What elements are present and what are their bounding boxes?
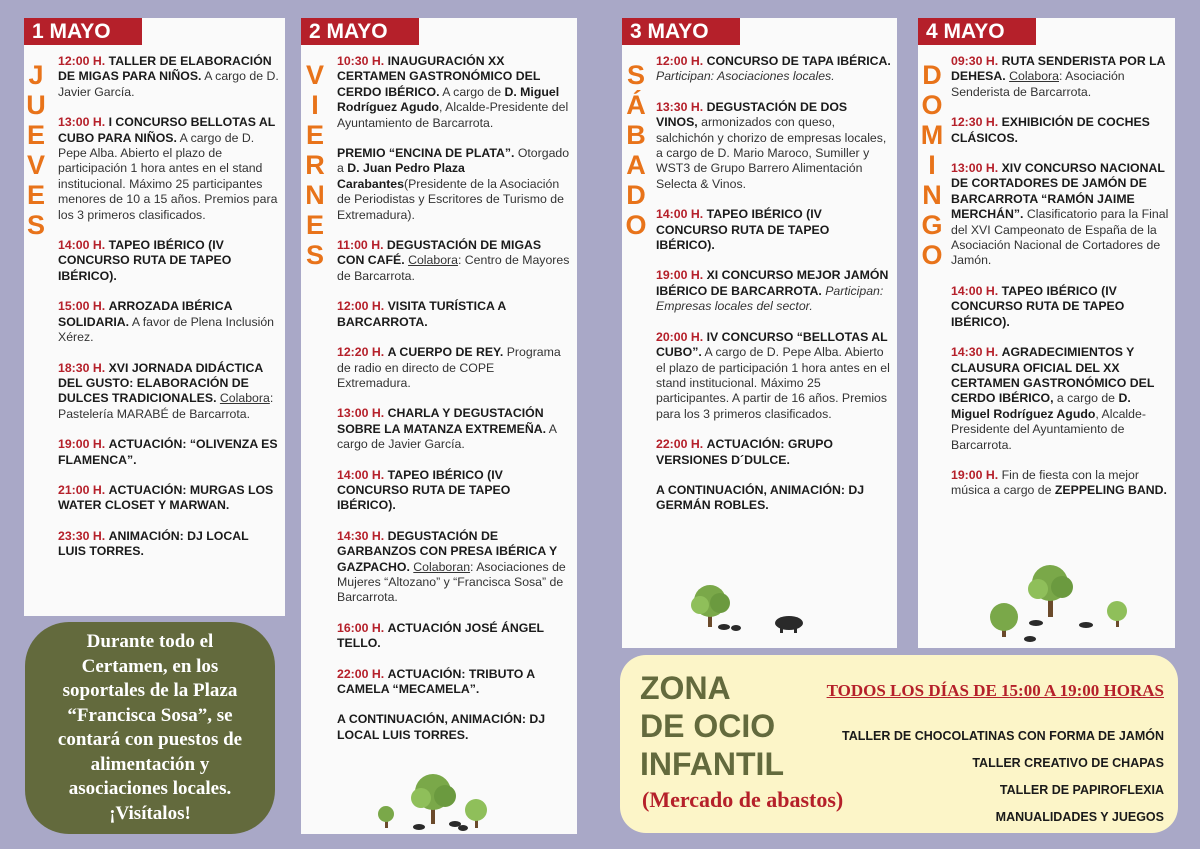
event-title: I CONCURSO BELLOTAS AL CUBO PARA NIÑOS. — [58, 115, 276, 145]
event-item — [337, 299, 571, 330]
kids-zone-title — [640, 669, 784, 783]
weekday-letter: V — [26, 150, 45, 180]
event-time: 12:00 H. — [656, 54, 704, 68]
event-item — [337, 667, 571, 698]
event-title: ACTUACIÓN JOSÉ ÁNGEL TELLO. — [337, 620, 544, 651]
event-time: 14:30 H. — [951, 345, 999, 360]
event-title: ACTUACIÓN: MURGAS LOS WATER CLOSET Y MARWAN. — [58, 482, 274, 513]
event-title: DEGUSTACIÓN DE DOS VINOS, — [656, 99, 848, 130]
event-time: 12:00 H. — [58, 54, 106, 68]
kids-zone-title-line: DE OCIO — [640, 708, 776, 744]
event-item — [656, 330, 891, 422]
event-item — [656, 100, 891, 192]
event-item — [337, 345, 571, 391]
notice-line: Durante todo el — [86, 631, 214, 652]
event-item — [58, 361, 279, 423]
notice-line: “Francisca Sosa”, se — [67, 704, 233, 726]
event-title: TAPEO IBÉRICO (IV CONCURSO RUTA DE TAPEO IBÉRICO). — [656, 207, 830, 253]
event-item — [58, 299, 279, 345]
event-list — [656, 54, 891, 529]
kids-zone-activity: TALLER CREATIVO DE CHAPAS — [972, 756, 1164, 770]
event-title: TALLER DE ELABORACIÓN DE MIGAS PARA NIÑOS. — [58, 54, 272, 84]
event-title: INAUGURACIÓN XX CERTAMEN GASTRONÓMICO DEL CERDO IBÉRICO. — [337, 54, 541, 99]
event-list — [337, 54, 571, 758]
event-description: A cargo de D. Pepe Alba. Abierto el plazo de participación 1 hora antes en el stand institucional. Máximo 25 participantes menores de 10 a 15 años. Premios para los 3 primeros clasificados. — [58, 130, 278, 222]
weekday-letters — [920, 60, 944, 270]
event-item — [337, 54, 571, 131]
event-person: D. Juan Pedro Plaza Carabantes — [337, 161, 465, 191]
event-title: CHARLA Y DEGUSTACIÓN SOBRE LA MATANZA EXTREMEÑA. — [337, 406, 547, 436]
notice-line: Certamen, en los — [81, 655, 219, 677]
kids-zone-activities — [842, 723, 1164, 831]
event-title: ACTUACIÓN: TRIBUTO A CAMELA “MECAMELA”. — [337, 666, 535, 696]
event-description: a cargo de — [1056, 391, 1116, 406]
event-title: PREMIO “ENCINA DE PLATA”. — [337, 146, 515, 161]
event-description: A cargo de Javier García. — [337, 421, 557, 452]
weekday-letter: S — [305, 240, 324, 270]
weekday-letter: V — [305, 60, 324, 90]
event-time: 20:00 H. — [656, 329, 704, 344]
event-item — [951, 54, 1169, 100]
weekday-letter: A — [626, 150, 646, 180]
weekday-letter: E — [26, 120, 45, 150]
weekday-letter: D — [922, 60, 942, 90]
event-collaborator-label: Colabora — [219, 391, 270, 406]
event-time: 21:00 H. — [58, 482, 106, 497]
weekday-letter: S — [626, 60, 645, 90]
event-time: 16:00 H. — [337, 620, 385, 635]
weekday-letter: E — [305, 210, 324, 240]
event-item — [656, 437, 891, 468]
event-title: DEGUSTACIÓN DE GARBANZOS CON PRESA IBÉRICA Y GAZPACHO. — [337, 528, 558, 574]
event-title: VISITA TURÍSTICA A BARCARROTA. — [337, 299, 506, 329]
weekday-letter: N — [922, 180, 942, 210]
notice-line: ¡Visítalos! — [109, 802, 191, 824]
event-title: EXHIBICIÓN DE COCHES CLÁSICOS. — [951, 115, 1150, 145]
notice-line: soportales de la Plaza — [62, 680, 238, 701]
weekday-letter: G — [921, 210, 943, 240]
event-title: IV CONCURSO “BELLOTAS AL CUBO”. — [656, 329, 888, 360]
kids-zone-activity: TALLER DE CHOCOLATINAS CON FORMA DE JAMÓN — [842, 729, 1164, 743]
event-description: A cargo de D. Pepe Alba. Abierto el plazo de participación 1 hora antes en el stand institucional. Máximo 25 participantes. A partir de 16 años. Premios para los 3 primeros clasificados. — [656, 345, 890, 421]
event-person: D. Miguel Rodríguez Agudo — [951, 391, 1131, 421]
event-item — [337, 712, 571, 743]
event-time: 13:00 H. — [58, 115, 106, 130]
notice-line: asociaciones locales. — [68, 778, 232, 799]
event-description: Clasificatorio para la Final del XVI Campeonato de España de la Asociación Nacional de Cortadores de Jamón. — [951, 207, 1169, 268]
notice-line: alimentación y — [90, 753, 210, 775]
event-title: XVI JORNADA DIDÁCTICA DEL GUSTO: ELABORACIÓN DE DULCES TRADICIONALES. — [58, 360, 263, 406]
weekday-letter: O — [921, 240, 943, 270]
kids-zone-title-line: INFANTIL — [640, 746, 784, 782]
event-person: ZEPPELING BAND. — [1054, 483, 1167, 498]
day-column-4-mayo — [918, 18, 1175, 648]
weekday-letter: J — [28, 60, 44, 90]
kids-zone-schedule: TODOS LOS DÍAS DE 15:00 A 19:00 HORAS — [826, 681, 1164, 700]
event-time: 19:00 H. — [951, 467, 999, 482]
event-description: : Centro de Mayores de Barcarrota. — [337, 253, 570, 283]
day-header: 1 MAYO — [24, 18, 142, 45]
event-item — [951, 345, 1169, 453]
event-item — [337, 146, 571, 223]
event-item — [58, 437, 279, 468]
event-item — [951, 284, 1169, 330]
market-stalls-notice — [25, 622, 275, 834]
event-item — [337, 238, 571, 284]
event-title: CONCURSO DE TAPA IBÉRICA. — [706, 54, 891, 68]
weekday-letter: E — [26, 180, 45, 210]
event-item — [337, 529, 571, 606]
event-item — [951, 115, 1169, 146]
weekday-letter: Á — [626, 90, 646, 120]
event-description: Otorgado a — [337, 146, 570, 176]
weekday-letter: U — [26, 90, 46, 120]
weekday-letter: O — [625, 210, 647, 240]
event-item — [656, 268, 891, 314]
event-item — [337, 621, 571, 652]
tree-pig-illustration — [684, 583, 844, 635]
event-time: 23:30 H. — [58, 528, 106, 543]
event-item — [951, 468, 1169, 499]
event-item — [337, 406, 571, 452]
event-time: 19:00 H. — [656, 268, 704, 283]
event-item — [58, 483, 279, 514]
kids-zone-title-line: ZONA — [640, 670, 731, 706]
event-title: ACTUACIÓN: GRUPO VERSIONES D´DULCE. — [656, 437, 833, 467]
weekday-letter: E — [305, 120, 324, 150]
event-description: Programa de radio en directo de COPE Extremadura. — [337, 345, 561, 390]
event-time: 11:00 H. — [337, 238, 384, 253]
event-item — [58, 238, 279, 284]
event-time: 10:30 H. — [337, 54, 385, 68]
day-header: 3 MAYO — [622, 18, 740, 45]
event-time: 14:00 H. — [58, 238, 106, 253]
event-time: 13:00 H. — [337, 406, 385, 421]
day-column-1-mayo — [24, 18, 285, 616]
weekday-letter: I — [311, 90, 319, 120]
event-description: A favor de Plena Inclusión Xérez. — [58, 314, 275, 345]
weekday-letter: I — [928, 150, 936, 180]
event-note: Participan: Empresas locales del sector. — [656, 283, 884, 314]
event-item — [337, 468, 571, 514]
notice-line: contará con puestos de — [57, 729, 243, 750]
weekday-letter: M — [920, 120, 944, 150]
weekday-letter: B — [626, 120, 646, 150]
event-description-cont: , Alcalde-Presidente del Ayuntamiento de Barcarrota. — [951, 406, 1146, 452]
event-item — [58, 115, 279, 223]
event-item — [58, 54, 279, 100]
kids-zone-box — [620, 655, 1178, 833]
kids-zone-activity: MANUALIDADES Y JUEGOS — [995, 810, 1164, 824]
event-description: : Asociación Senderista de Barcarrota. — [951, 69, 1125, 99]
weekday-letter: R — [305, 150, 325, 180]
weekday-letter: O — [921, 90, 943, 120]
event-title: TAPEO IBÉRICO (IV CONCURSO RUTA DE TAPEO IBÉRICO). — [337, 467, 511, 513]
event-title: A CONTINUACIÓN, ANIMACIÓN: DJ GERMÁN ROBLES. — [656, 482, 865, 513]
kids-zone-location: (Mercado de abastos) — [642, 787, 844, 812]
event-time: 13:00 H. — [951, 161, 999, 176]
event-description: A cargo de D. Javier García. — [58, 69, 279, 99]
event-description-cont: (Presidente de la Asociación de Periodistas y Escritores de Turismo de Extremadura). — [337, 176, 564, 222]
event-time: 22:00 H. — [337, 666, 385, 681]
event-title: TAPEO IBÉRICO (IV CONCURSO RUTA DE TAPEO IBÉRICO). — [58, 238, 232, 283]
event-description: A cargo de — [442, 84, 502, 99]
event-item — [58, 529, 279, 560]
event-time: 12:20 H. — [337, 345, 385, 360]
event-title: DEGUSTACIÓN DE MIGAS CON CAFÉ. — [337, 238, 542, 268]
event-item — [951, 161, 1169, 269]
event-time: 14:00 H. — [951, 283, 999, 298]
event-title: AGRADECIMIENTOS Y CLAUSURA OFICIAL DEL XX CERTAMEN GASTRONÓMICO DEL CERDO IBÉRICO, — [951, 345, 1155, 406]
event-time: 18:30 H. — [58, 360, 106, 375]
event-description: armonizados con queso, salchichón y chorizo de empresas locales, a cargo de D. Mario Maroco, Sumiller y WST3 de Grupo Barrero Alimentación Selecta & Vinos. — [656, 115, 887, 191]
event-time: 12:00 H. — [337, 299, 385, 314]
event-time: 22:00 H. — [656, 437, 704, 452]
kids-zone-activity: TALLER DE PAPIROFLEXIA — [999, 783, 1164, 797]
event-collaborator-label: Colabora — [1009, 69, 1059, 84]
event-title: XI CONCURSO MEJOR JAMÓN IBÉRICO DE BARCARROTA. — [656, 268, 889, 298]
event-time: 14:00 H. — [656, 207, 704, 222]
day-column-2-mayo — [301, 18, 577, 834]
event-item — [656, 54, 891, 85]
event-description-cont: , Alcalde-Presidente del Ayuntamiento de Barcarrota. — [337, 100, 569, 130]
weekday-letters — [624, 60, 648, 240]
event-list — [58, 54, 279, 575]
event-item — [656, 207, 891, 253]
weekday-letter: S — [26, 210, 45, 240]
event-title: A CUERPO DE REY. — [387, 345, 504, 360]
day-header: 2 MAYO — [301, 18, 419, 45]
event-description: : Pastelería MARABÉ de Barcarrota. — [58, 391, 274, 421]
event-title: TAPEO IBÉRICO (IV CONCURSO RUTA DE TAPEO IBÉRICO). — [951, 283, 1125, 329]
event-time: 19:00 H. — [58, 437, 106, 452]
day-header: 4 MAYO — [918, 18, 1036, 45]
weekday-letter: N — [305, 180, 325, 210]
event-title: XIV CONCURSO NACIONAL DE CORTADORES DE JAMÓN DE BARCARROTA “RAMÓN JAIME MERCHÁN”. — [951, 161, 1165, 222]
event-title: A CONTINUACIÓN, ANIMACIÓN: DJ LOCAL LUIS TORRES. — [337, 712, 546, 742]
event-person: D. Miguel Rodríguez Agudo — [337, 84, 560, 115]
weekday-letters — [303, 60, 327, 270]
event-description: : Asociaciones de Mujeres “Altozano” y “Francisca Sosa” de Barcarrota. — [337, 559, 566, 605]
event-collaborator-label: Colabora — [408, 253, 458, 268]
event-title: ANIMACIÓN: DJ LOCAL LUIS TORRES. — [58, 528, 249, 559]
event-time: 12:30 H. — [951, 115, 999, 130]
event-note: Participan: Asociaciones locales. — [656, 69, 835, 84]
event-collaborator-label: Colaboran — [413, 559, 471, 574]
weekday-letters — [24, 60, 48, 240]
day-column-3-mayo — [622, 18, 897, 648]
event-time: 14:00 H. — [337, 467, 385, 482]
event-description: Fin de fiesta con la mejor música a cargo de — [951, 467, 1139, 498]
tree-pig-illustration — [371, 770, 501, 832]
weekday-letter: D — [626, 180, 646, 210]
event-title: RUTA SENDERISTA POR LA DEHESA. — [951, 54, 1166, 84]
event-time: 13:30 H. — [656, 99, 704, 114]
event-title: ARROZADA IBÉRICA SOLIDARIA. — [58, 299, 233, 329]
event-item — [656, 483, 891, 514]
tree-pig-illustration — [976, 563, 1156, 645]
event-time: 14:30 H. — [337, 528, 385, 543]
event-title: ACTUACIÓN: “OLIVENZA ES FLAMENCA”. — [58, 437, 278, 467]
event-time: 15:00 H. — [58, 299, 106, 314]
event-time: 09:30 H. — [951, 54, 999, 68]
event-list — [951, 54, 1169, 514]
